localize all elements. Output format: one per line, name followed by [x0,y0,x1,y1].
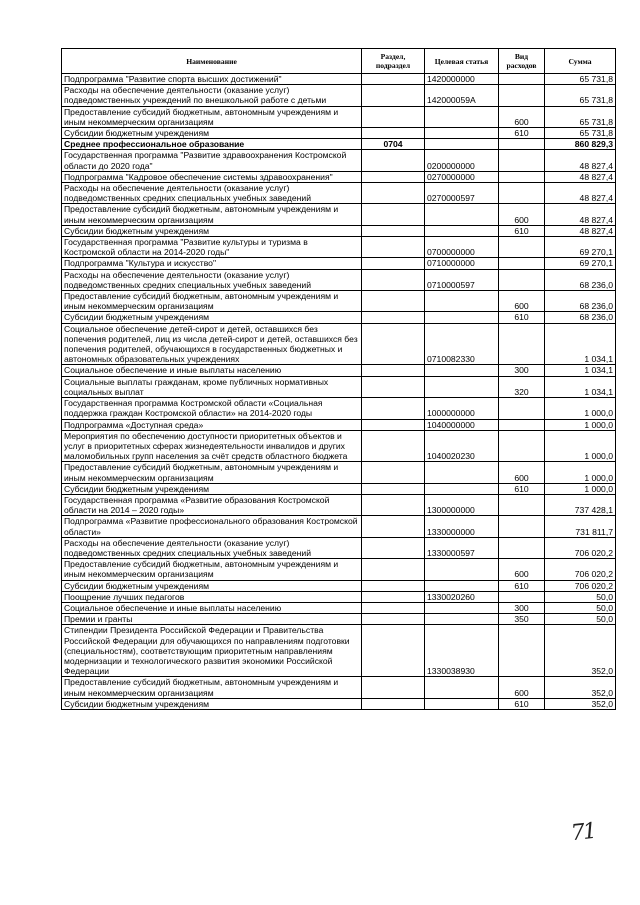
row-expense-cell: 600 [499,204,545,225]
row-expense-cell: 350 [499,614,545,625]
row-expense-cell [499,537,545,558]
row-sum-cell: 65 731,8 [545,106,616,127]
row-sum-cell: 48 827,4 [545,183,616,204]
row-sum-cell: 68 236,0 [545,291,616,312]
row-name-cell: Предоставление субсидий бюджетным, автономным учреждениям и иным некоммерческим организациям [62,677,362,698]
row-section-cell [362,580,425,591]
row-expense-cell: 300 [499,365,545,376]
table-row [62,698,616,709]
row-name-cell: Среднее профессиональное образование [62,139,362,150]
row-sum-cell: 1 034,1 [545,323,616,365]
row-sum-cell: 69 270,1 [545,237,616,258]
row-section-cell [362,269,425,290]
table-row [62,483,616,494]
row-sum-cell: 48 827,4 [545,150,616,171]
row-name-cell: Субсидии бюджетным учреждениям [62,128,362,139]
row-expense-cell: 610 [499,580,545,591]
row-expense-cell [499,237,545,258]
row-article-cell [425,559,499,580]
table-row [62,365,616,376]
table-row [62,537,616,558]
header-section: Раздел, подраздел [362,49,425,74]
row-expense-cell [499,323,545,365]
row-article-cell [425,462,499,483]
row-article-cell [425,139,499,150]
table-row [62,237,616,258]
row-sum-cell: 50,0 [545,614,616,625]
row-section-cell [362,204,425,225]
row-article-cell [425,580,499,591]
row-name-cell: Предоставление субсидий бюджетным, автономным учреждениям и иным некоммерческим организациям [62,559,362,580]
table-row [62,312,616,323]
row-expense-cell [499,430,545,462]
row-name-cell: Субсидии бюджетным учреждениям [62,312,362,323]
row-name-cell: Предоставление субсидий бюджетным, автономным учреждениям и иным некоммерческим организациям [62,291,362,312]
row-article-cell: 1330038930 [425,625,499,677]
row-name-cell: Подпрограмма "Развитие спорта высших достижений" [62,74,362,85]
row-name-cell: Расходы на обеспечение деятельности (оказание услуг) подведомственных средних специальных учебных заведений [62,183,362,204]
row-section-cell [362,614,425,625]
row-section-cell [362,128,425,139]
row-expense-cell [499,258,545,269]
row-name-cell: Субсидии бюджетным учреждениям [62,698,362,709]
row-section-cell [362,312,425,323]
row-article-cell [425,128,499,139]
row-sum-cell: 1 000,0 [545,430,616,462]
header-sum: Сумма [545,49,616,74]
row-section-cell [362,225,425,236]
row-sum-cell: 706 020,2 [545,580,616,591]
row-article-cell: 0200000000 [425,150,499,171]
row-article-cell [425,312,499,323]
row-sum-cell: 1 000,0 [545,462,616,483]
budget-table-sheet [61,48,615,710]
row-expense-cell: 600 [499,106,545,127]
page-number: 71 [569,818,597,847]
row-section-cell [362,591,425,602]
row-expense-cell: 600 [499,291,545,312]
row-article-cell: 0270000597 [425,183,499,204]
row-sum-cell: 1 000,0 [545,398,616,419]
row-name-cell: Субсидии бюджетным учреждениям [62,580,362,591]
row-section-cell [362,74,425,85]
row-article-cell [425,291,499,312]
row-sum-cell: 69 270,1 [545,258,616,269]
row-name-cell: Подпрограмма "Культура и искусство" [62,258,362,269]
table-row [62,376,616,397]
row-expense-cell [499,516,545,537]
row-section-cell [362,625,425,677]
header-name: Наименование [62,49,362,74]
row-name-cell: Предоставление субсидий бюджетным, автономным учреждениям и иным некоммерческим организациям [62,462,362,483]
row-section-cell [362,398,425,419]
row-article-cell [425,225,499,236]
row-sum-cell: 737 428,1 [545,494,616,515]
row-section-cell [362,430,425,462]
row-article-cell: 0710000000 [425,258,499,269]
table-row [62,150,616,171]
row-sum-cell: 65 731,8 [545,74,616,85]
row-expense-cell [499,398,545,419]
row-article-cell [425,698,499,709]
table-row [62,74,616,85]
table-row [62,677,616,698]
row-section-cell [362,323,425,365]
row-section-cell [362,106,425,127]
row-expense-cell [499,183,545,204]
table-row [62,291,616,312]
table-row [62,516,616,537]
row-expense-cell [499,150,545,171]
row-section-cell [362,677,425,698]
row-section-cell [362,376,425,397]
row-expense-cell [499,171,545,182]
table-row [62,258,616,269]
row-article-cell [425,365,499,376]
row-section-cell [362,462,425,483]
table-row [62,269,616,290]
row-name-cell: Мероприятия по обеспечению доступности приоритетных объектов и услуг в приоритетных сферах жизнедеятельности инвалидов и других маломобильных групп населения за счёт средств областного бюджета [62,430,362,462]
row-name-cell: Социальное обеспечение детей-сирот и детей, оставшихся без попечения родителей, лиц из числа детей-сирот и детей, оставшихся без попечения родителей, обучающихся в государственных бюджетных и автономных образовательных учреждениях [62,323,362,365]
table-header-row [62,49,616,74]
row-section-cell [362,698,425,709]
row-name-cell: Социальное обеспечение и иные выплаты населению [62,365,362,376]
table-row [62,591,616,602]
row-name-cell: Подпрограмма "Кадровое обеспечение системы здравоохранения" [62,171,362,182]
budget-table [61,48,616,710]
table-row [62,494,616,515]
row-sum-cell: 65 731,8 [545,128,616,139]
table-row [62,614,616,625]
row-section-cell [362,258,425,269]
row-expense-cell [499,625,545,677]
table-row [62,128,616,139]
row-name-cell: Поощрение лучших педагогов [62,591,362,602]
row-section-cell [362,237,425,258]
table-row [62,430,616,462]
row-article-cell: 1300000000 [425,494,499,515]
table-row [62,171,616,182]
row-section-cell [362,494,425,515]
row-expense-cell: 610 [499,483,545,494]
row-section-cell [362,537,425,558]
row-sum-cell: 50,0 [545,602,616,613]
row-expense-cell: 610 [499,225,545,236]
row-section-cell [362,183,425,204]
row-sum-cell: 1 000,0 [545,483,616,494]
table-row [62,85,616,106]
row-article-cell: 0700000000 [425,237,499,258]
row-name-cell: Социальные выплаты гражданам, кроме публичных нормативных социальных выплат [62,376,362,397]
row-article-cell [425,204,499,225]
row-expense-cell [499,139,545,150]
row-section-cell [362,516,425,537]
row-section-cell [362,291,425,312]
row-name-cell: Государственная программа "Развитие культуры и туризма в Костромской области на 2014-2020 годы" [62,237,362,258]
row-name-cell: Премии и гранты [62,614,362,625]
row-sum-cell: 68 236,0 [545,312,616,323]
row-sum-cell: 706 020,2 [545,537,616,558]
row-article-cell: 0710000597 [425,269,499,290]
row-sum-cell: 1 000,0 [545,419,616,430]
row-expense-cell: 610 [499,128,545,139]
row-sum-cell: 48 827,4 [545,171,616,182]
row-expense-cell [499,85,545,106]
table-row [62,462,616,483]
row-expense-cell: 610 [499,698,545,709]
row-expense-cell: 600 [499,677,545,698]
row-article-cell [425,677,499,698]
table-row [62,106,616,127]
table-row [62,580,616,591]
table-row [62,602,616,613]
row-name-cell: Государственная программа Костромской области «Социальная поддержка граждан Костромской области» на 2014-2020 годы [62,398,362,419]
header-article: Целевая статья [425,49,499,74]
row-name-cell: Предоставление субсидий бюджетным, автономным учреждениям и иным некоммерческим организациям [62,106,362,127]
row-section-cell [362,171,425,182]
row-expense-cell: 300 [499,602,545,613]
row-article-cell [425,376,499,397]
table-row [62,625,616,677]
header-expense: Вид расходов [499,49,545,74]
row-article-cell [425,106,499,127]
row-sum-cell: 1 034,1 [545,376,616,397]
row-article-cell: 1040020230 [425,430,499,462]
row-name-cell: Государственная программа "Развитие здравоохранения Костромской области до 2020 года" [62,150,362,171]
row-name-cell: Расходы на обеспечение деятельности (оказание услуг) подведомственных средних специальных учебных заведений [62,269,362,290]
row-section-cell [362,85,425,106]
row-expense-cell: 320 [499,376,545,397]
row-article-cell: 1330000000 [425,516,499,537]
row-expense-cell [499,494,545,515]
row-expense-cell: 610 [499,312,545,323]
row-sum-cell: 65 731,8 [545,85,616,106]
row-expense-cell: 600 [499,559,545,580]
row-article-cell: 1040000000 [425,419,499,430]
row-article-cell: 0710082330 [425,323,499,365]
row-article-cell: 1330000597 [425,537,499,558]
row-name-cell: Субсидии бюджетным учреждениям [62,225,362,236]
row-section-cell [362,483,425,494]
row-sum-cell: 731 811,7 [545,516,616,537]
row-name-cell: Расходы на обеспечение деятельности (оказание услуг) подведомственных средних специальных учебных заведений [62,537,362,558]
row-article-cell [425,483,499,494]
row-section-cell [362,602,425,613]
row-name-cell: Государственная программа «Развитие образования Костромской области на 2014 – 2020 годы» [62,494,362,515]
row-sum-cell: 706 020,2 [545,559,616,580]
row-sum-cell: 352,0 [545,677,616,698]
table-body [62,74,616,710]
row-article-cell [425,602,499,613]
row-sum-cell: 860 829,3 [545,139,616,150]
row-article-cell: 0270000000 [425,171,499,182]
table-row [62,204,616,225]
row-name-cell: Субсидии бюджетным учреждениям [62,483,362,494]
table-row [62,398,616,419]
row-expense-cell [499,269,545,290]
row-name-cell: Подпрограмма «Доступная среда» [62,419,362,430]
row-sum-cell: 1 034,1 [545,365,616,376]
row-name-cell: Расходы на обеспечение деятельности (оказание услуг) подведомственных учреждений по внешкольной работе с детьми [62,85,362,106]
table-row [62,225,616,236]
table-row [62,559,616,580]
row-section-cell [362,365,425,376]
row-expense-cell: 600 [499,462,545,483]
table-row [62,183,616,204]
table-row [62,139,616,150]
row-sum-cell: 352,0 [545,698,616,709]
row-sum-cell: 50,0 [545,591,616,602]
row-expense-cell [499,74,545,85]
row-name-cell: Социальное обеспечение и иные выплаты населению [62,602,362,613]
table-row [62,323,616,365]
row-section-cell [362,419,425,430]
row-sum-cell: 68 236,0 [545,269,616,290]
row-name-cell: Предоставление субсидий бюджетным, автономным учреждениям и иным некоммерческим организациям [62,204,362,225]
row-section-cell: 0704 [362,139,425,150]
row-expense-cell [499,419,545,430]
row-section-cell [362,559,425,580]
row-sum-cell: 48 827,4 [545,204,616,225]
row-sum-cell: 48 827,4 [545,225,616,236]
row-sum-cell: 352,0 [545,625,616,677]
row-name-cell: Стипендии Президента Российской Федерации и Правительства Российской Федерации для обучающихся по направлениям подготовки (специальностям), соответствующим приоритетным направлениям модернизации и технологического развития экономики Российской Федерации [62,625,362,677]
row-name-cell: Подпрограмма «Развитие профессионального образования Костромской области» [62,516,362,537]
row-section-cell [362,150,425,171]
row-article-cell: 1420000000 [425,74,499,85]
row-article-cell [425,614,499,625]
row-article-cell: 1330020260 [425,591,499,602]
row-article-cell: 142000059А [425,85,499,106]
row-expense-cell [499,591,545,602]
table-row [62,419,616,430]
row-article-cell: 1000000000 [425,398,499,419]
